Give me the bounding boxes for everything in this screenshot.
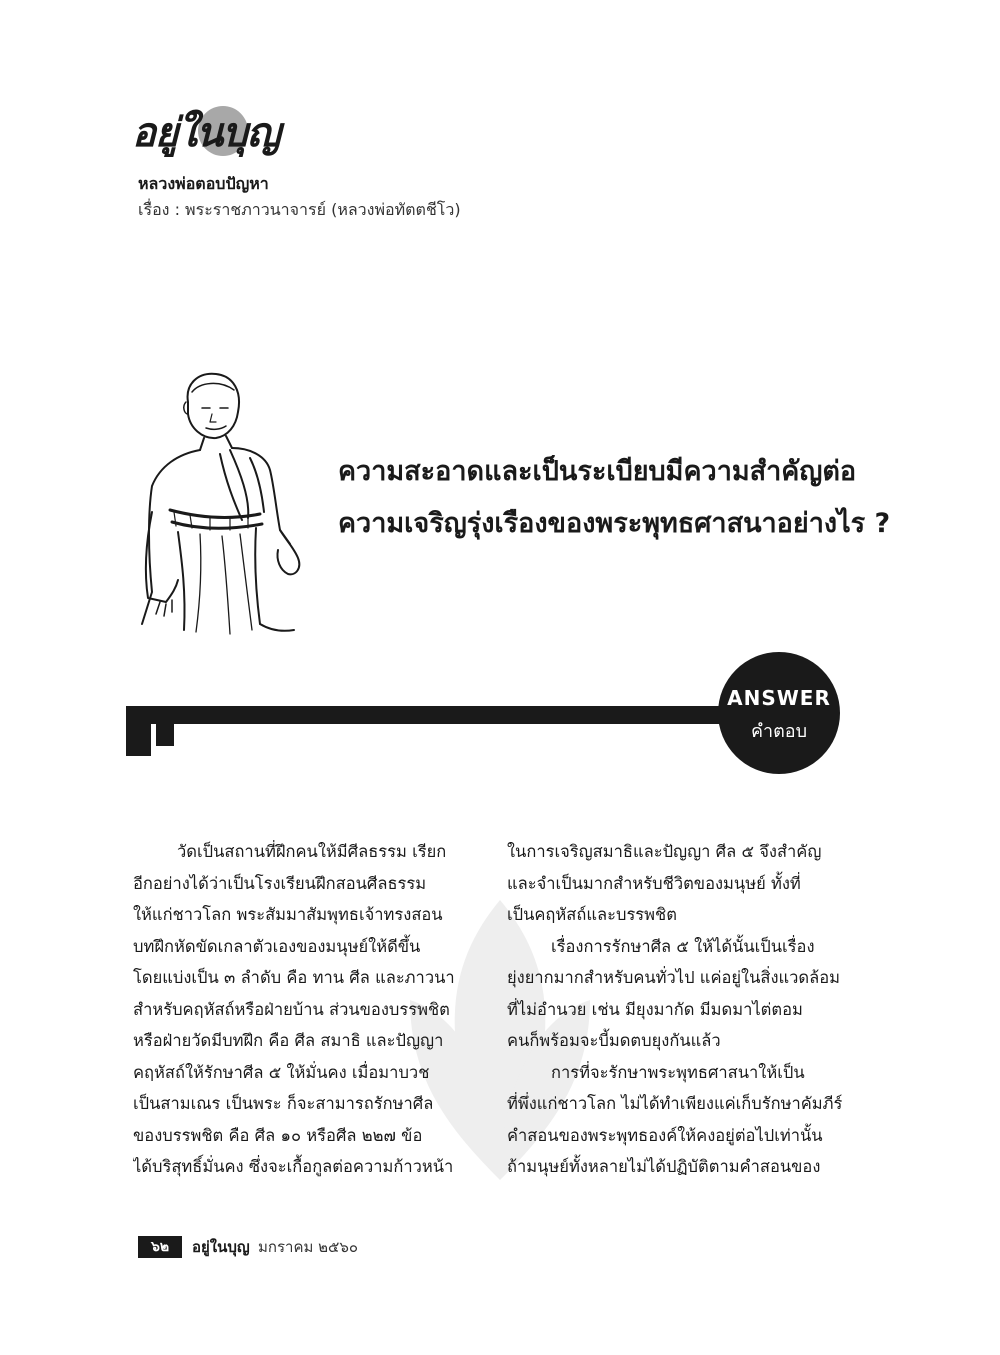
question-line-1: ความสะอาดและเป็นระเบียบมีความสำคัญต่อ — [338, 456, 857, 487]
monk-illustration — [130, 362, 330, 642]
body-line: เป็นสามเณร เป็นพระ ก็จะสามารถรักษาศีล — [133, 1094, 434, 1113]
body-line: เป็นคฤหัสถ์และบรรพชิต — [507, 905, 677, 924]
question-line-2: ความเจริญรุ่งเรืองของพระพุทธศาสนาอย่างไร ? — [338, 508, 891, 539]
body-column-left — [133, 836, 468, 1183]
answer-label-en: ANSWER — [727, 686, 831, 710]
body-line: ที่ไม่อำนวย เช่น มียุงมากัด มีมดมาไต่ตอม — [507, 999, 803, 1019]
body-line: สำหรับคฤหัสถ์หรือฝ่ายบ้าน ส่วนของบรรพชิต — [133, 999, 450, 1019]
body-line: หรือฝ่ายวัดมีบทฝึก คือ ศีล สมาธิ และปัญญา — [133, 1031, 444, 1050]
body-line: ในการเจริญสมาธิและปัญญา ศีล ๕ จึงสำคัญ — [507, 842, 822, 861]
body-column-right — [507, 836, 842, 1183]
footer-issue-date: มกราคม ๒๕๖๐ — [258, 1238, 359, 1256]
body-line: คนก็พร้อมจะบี้มดตบยุงกันแล้ว — [507, 1031, 721, 1050]
answer-divider-bar — [126, 706, 776, 724]
answer-label-th: คำตอบ — [750, 721, 808, 742]
divider-block — [156, 724, 174, 746]
body-line: การที่จะรักษาพระพุทธศาสนาให้เป็น — [551, 1062, 805, 1082]
divider-block — [126, 724, 151, 756]
answer-badge — [718, 652, 840, 774]
body-line: ถ้ามนุษย์ทั้งหลายไม่ได้ปฏิบัติตามคำสอนของ — [507, 1157, 821, 1176]
body-line: ของบรรพชิต คือ ศีล ๑๐ หรือศีล ๒๒๗ ข้อ — [133, 1125, 423, 1145]
body-line: คฤหัสถ์ให้รักษาศีล ๕ ให้มั่นคง เมื่อมาบวช — [133, 1062, 430, 1082]
byline: เรื่อง : พระราชภาวนาจารย์ (หลวงพ่อทัตตชีโว) — [138, 200, 461, 219]
body-line: วัดเป็นสถานที่ฝึกคนให้มีศีลธรรม เรียก — [177, 842, 447, 861]
body-line: ที่พึ่งแก่ชาวโลก ไม่ได้ทำเพียงแค่เก็บรักษาคัมภีร์ — [507, 1094, 842, 1113]
column-title: หลวงพ่อตอบปัญหา — [138, 174, 269, 193]
body-line: ให้แก่ชาวโลก พระสัมมาสัมพุทธเจ้าทรงสอน — [133, 905, 443, 924]
body-line: โดยแบ่งเป็น ๓ ลำดับ คือ ทาน ศีล และภาวนา — [133, 968, 455, 987]
body-line: ยุ่งยากมากสำหรับคนทั่วไป แค่อยู่ในสิ่งแวดล้อม — [507, 968, 841, 987]
body-line: ได้บริสุทธิ์มั่นคง ซึ่งจะเกื้อกูลต่อความก้าวหน้า — [133, 1157, 454, 1176]
question-heading — [338, 446, 891, 550]
body-line: บทฝึกหัดขัดเกลาตัวเองของมนุษย์ให้ดีขึ้น — [133, 936, 421, 956]
page-number: ๖๒ — [138, 1236, 182, 1258]
body-line: และจำเป็นมากสำหรับชีวิตของมนุษย์ ทั้งที่ — [507, 873, 801, 893]
body-line: เรื่องการรักษาศีล ๕ ให้ได้นั้นเป็นเรื่อง — [551, 936, 815, 956]
footer-magazine-name: อยู่ในบุญ — [192, 1238, 250, 1256]
body-line: คำสอนของพระพุทธองค์ให้คงอยู่ต่อไปเท่านั้น — [507, 1125, 823, 1145]
body-line: อีกอย่างได้ว่าเป็นโรงเรียนฝึกสอนศีลธรรม — [133, 873, 427, 893]
magazine-logo: อยู่ในบุญ — [132, 109, 280, 156]
